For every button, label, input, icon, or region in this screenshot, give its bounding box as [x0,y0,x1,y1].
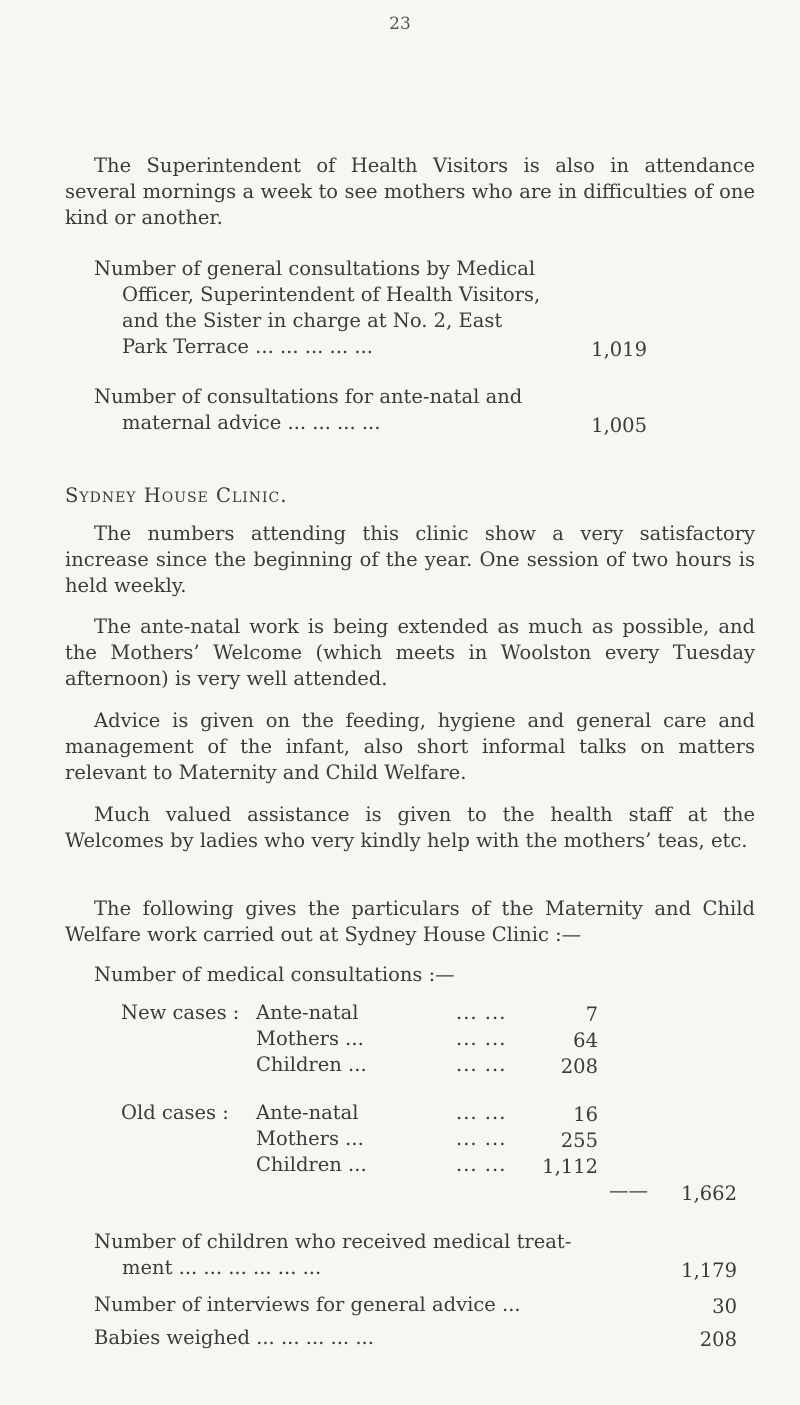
new-antenatal-label: Ante-natal [256,1001,359,1024]
intro-paragraph [65,153,755,231]
old-antenatal-value: 16 [573,1103,598,1126]
paragraph-2 [65,614,755,692]
new-mothers-dots: ... ... [456,1027,507,1050]
babies-weighed-value: 208 [699,1328,737,1351]
old-mothers-label: Mothers ... [256,1127,364,1150]
old-antenatal-label: Ante-natal [256,1101,359,1124]
old-antenatal-dots: ... ... [456,1101,507,1124]
paragraph-3 [65,708,755,786]
antenatal-consultations-line1: Number of consultations for ante-natal and [94,385,523,408]
children-treatment-line1: Number of children who received medical treat- [94,1230,572,1253]
old-mothers-dots: ... ... [456,1127,507,1150]
paragraph-3-text: Advice is given on the feeding, hygiene and general care and management of the infant, also short informal talks on matters relevant to Maternity and Child Welfare. [65,709,755,784]
consultations-header: Number of medical consultations :— [94,963,455,986]
old-mothers-value: 255 [560,1129,598,1152]
section-heading: Sydney House Clinic. [65,484,288,507]
general-consultations-line4: Park Terrace ... ... ... ... ... [122,335,373,358]
antenatal-consultations-value: 1,005 [591,414,647,437]
paragraph-4 [65,802,755,854]
old-children-label: Children ... [256,1153,367,1176]
total-value: 1,662 [681,1182,737,1205]
page-number: 23 [389,14,411,34]
new-children-dots: ... ... [456,1053,507,1076]
old-cases-label: Old cases : [121,1101,229,1124]
total-dash: —— [609,1179,648,1202]
new-mothers-label: Mothers ... [256,1027,364,1050]
new-cases-label: New cases : [121,1001,240,1024]
interviews-value: 30 [712,1295,737,1318]
new-children-value: 208 [560,1055,598,1078]
babies-weighed-label: Babies weighed ... ... ... ... ... [94,1326,374,1349]
general-consultations-line2: Officer, Superintendent of Health Visitors, [122,283,541,306]
old-children-dots: ... ... [456,1153,507,1176]
new-antenatal-value: 7 [585,1003,598,1026]
paragraph-4-text: Much valued assistance is given to the health staff at the Welcomes by ladies who very kindly help with the mothers’ teas, etc. [65,803,755,852]
paragraph-5-text: The following gives the particulars of the Maternity and Child Welfare work carried out at Sydney House Clinic :— [65,897,755,946]
intro-text: The Superintendent of Health Visitors is also in attendance several mornings a week to see mothers who are in difficulties of one kind or another. [65,154,755,229]
paragraph-2-text: The ante-natal work is being extended as much as possible, and the Mothers’ Welcome (which meets in Woolston every Tuesday afternoon) is very well attended. [65,615,755,690]
paragraph-1-text: The numbers attending this clinic show a very satisfactory increase since the beginning of the year. One session of two hours is held weekly. [65,522,755,597]
new-children-label: Children ... [256,1053,367,1076]
paragraph-1 [65,521,755,599]
general-consultations-line3: and the Sister in charge at No. 2, East [122,309,503,332]
old-children-value: 1,112 [542,1155,598,1178]
paragraph-5 [65,896,755,948]
children-treatment-value: 1,179 [681,1259,737,1282]
children-treatment-line2: ment ... ... ... ... ... ... [122,1256,322,1279]
new-mothers-value: 64 [573,1029,598,1052]
new-antenatal-dots: ... ... [456,1001,507,1024]
general-consultations-line1: Number of general consultations by Medical [94,257,536,280]
interviews-label: Number of interviews for general advice ... [94,1293,521,1316]
general-consultations-value: 1,019 [591,338,647,361]
antenatal-consultations-line2: maternal advice ... ... ... ... [122,411,381,434]
